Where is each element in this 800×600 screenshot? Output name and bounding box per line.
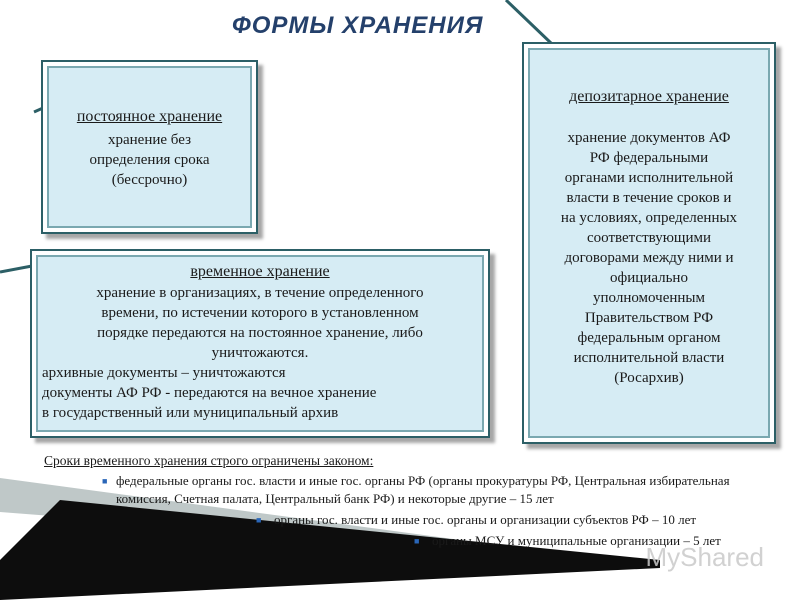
temporary-line: времени, по истечении которого в установленном [101,305,419,321]
temporary-line: архивные документы – уничтожаются [42,365,286,381]
depository-line: Правительством РФ [584,310,714,326]
permanent-line: определения срока [89,152,210,168]
page-title: ФОРМЫ ХРАНЕНИЯ [232,12,484,39]
temporary-line: порядке передаются на постоянное хранение, либо [97,325,423,341]
bullet-icon: ■ [102,476,108,486]
list-item-text: органы МСУ и муниципальные организации – 5 лет [432,533,721,548]
footer-list [44,452,784,550]
depository-line: власти в течение сроков и [566,190,732,206]
depository-line: хранение документов АФ [567,130,731,146]
depository-line: исполнительной власти [573,350,725,366]
bullet-icon: ■ [414,536,420,546]
list-item-text: федеральные органы гос. власти и иные гос. органы РФ (органы прокуратуры РФ, Центральная избирательная комиссия, Счетная палата, Центральный банк РФ) и некоторые другие – 15 лет [116,473,730,506]
permanent-heading: постоянное хранение [76,108,223,125]
depository-line: органами исполнительной [564,170,734,186]
bullet-icon: ■ [256,515,262,525]
temporary-line: уничтожаются. [211,345,309,361]
footer-heading: Сроки временного хранения строго ограничены законом: [44,453,374,468]
depository-line: соответствующими [587,230,711,246]
list-item [44,511,784,529]
list-item [44,472,784,508]
depository-heading: депозитарное хранение [569,88,729,105]
temporary-line: документы АФ РФ - передаются на вечное хранение [42,385,377,401]
temporary-heading: временное хранение [190,263,330,280]
depository-line: РФ федеральными [589,150,709,166]
depository-storage-box [522,42,776,444]
depository-line: (Росархив) [614,370,684,386]
pen-stroke-top [506,0,552,44]
temporary-line: хранение в организациях, в течение определенного [96,285,424,301]
depository-line: официально [610,270,688,286]
depository-line: федеральным органом [577,330,721,346]
temporary-line: в государственный или муниципальный архив [42,405,339,421]
depository-line: уполномоченным [593,290,705,306]
permanent-line: (бессрочно) [111,172,188,188]
pen-stroke-left-lower [0,266,32,272]
permanent-line: хранение без [107,132,191,148]
permanent-storage-box [41,60,258,234]
depository-line: на условиях, определенных [560,210,738,226]
temporary-storage-box [30,249,490,438]
list-item-text: органы гос. власти и иные гос. органы и организации субъектов РФ – 10 лет [274,512,697,527]
watermark-logo: MyShared [645,542,764,572]
depository-line: договорами между ними и [564,250,734,266]
